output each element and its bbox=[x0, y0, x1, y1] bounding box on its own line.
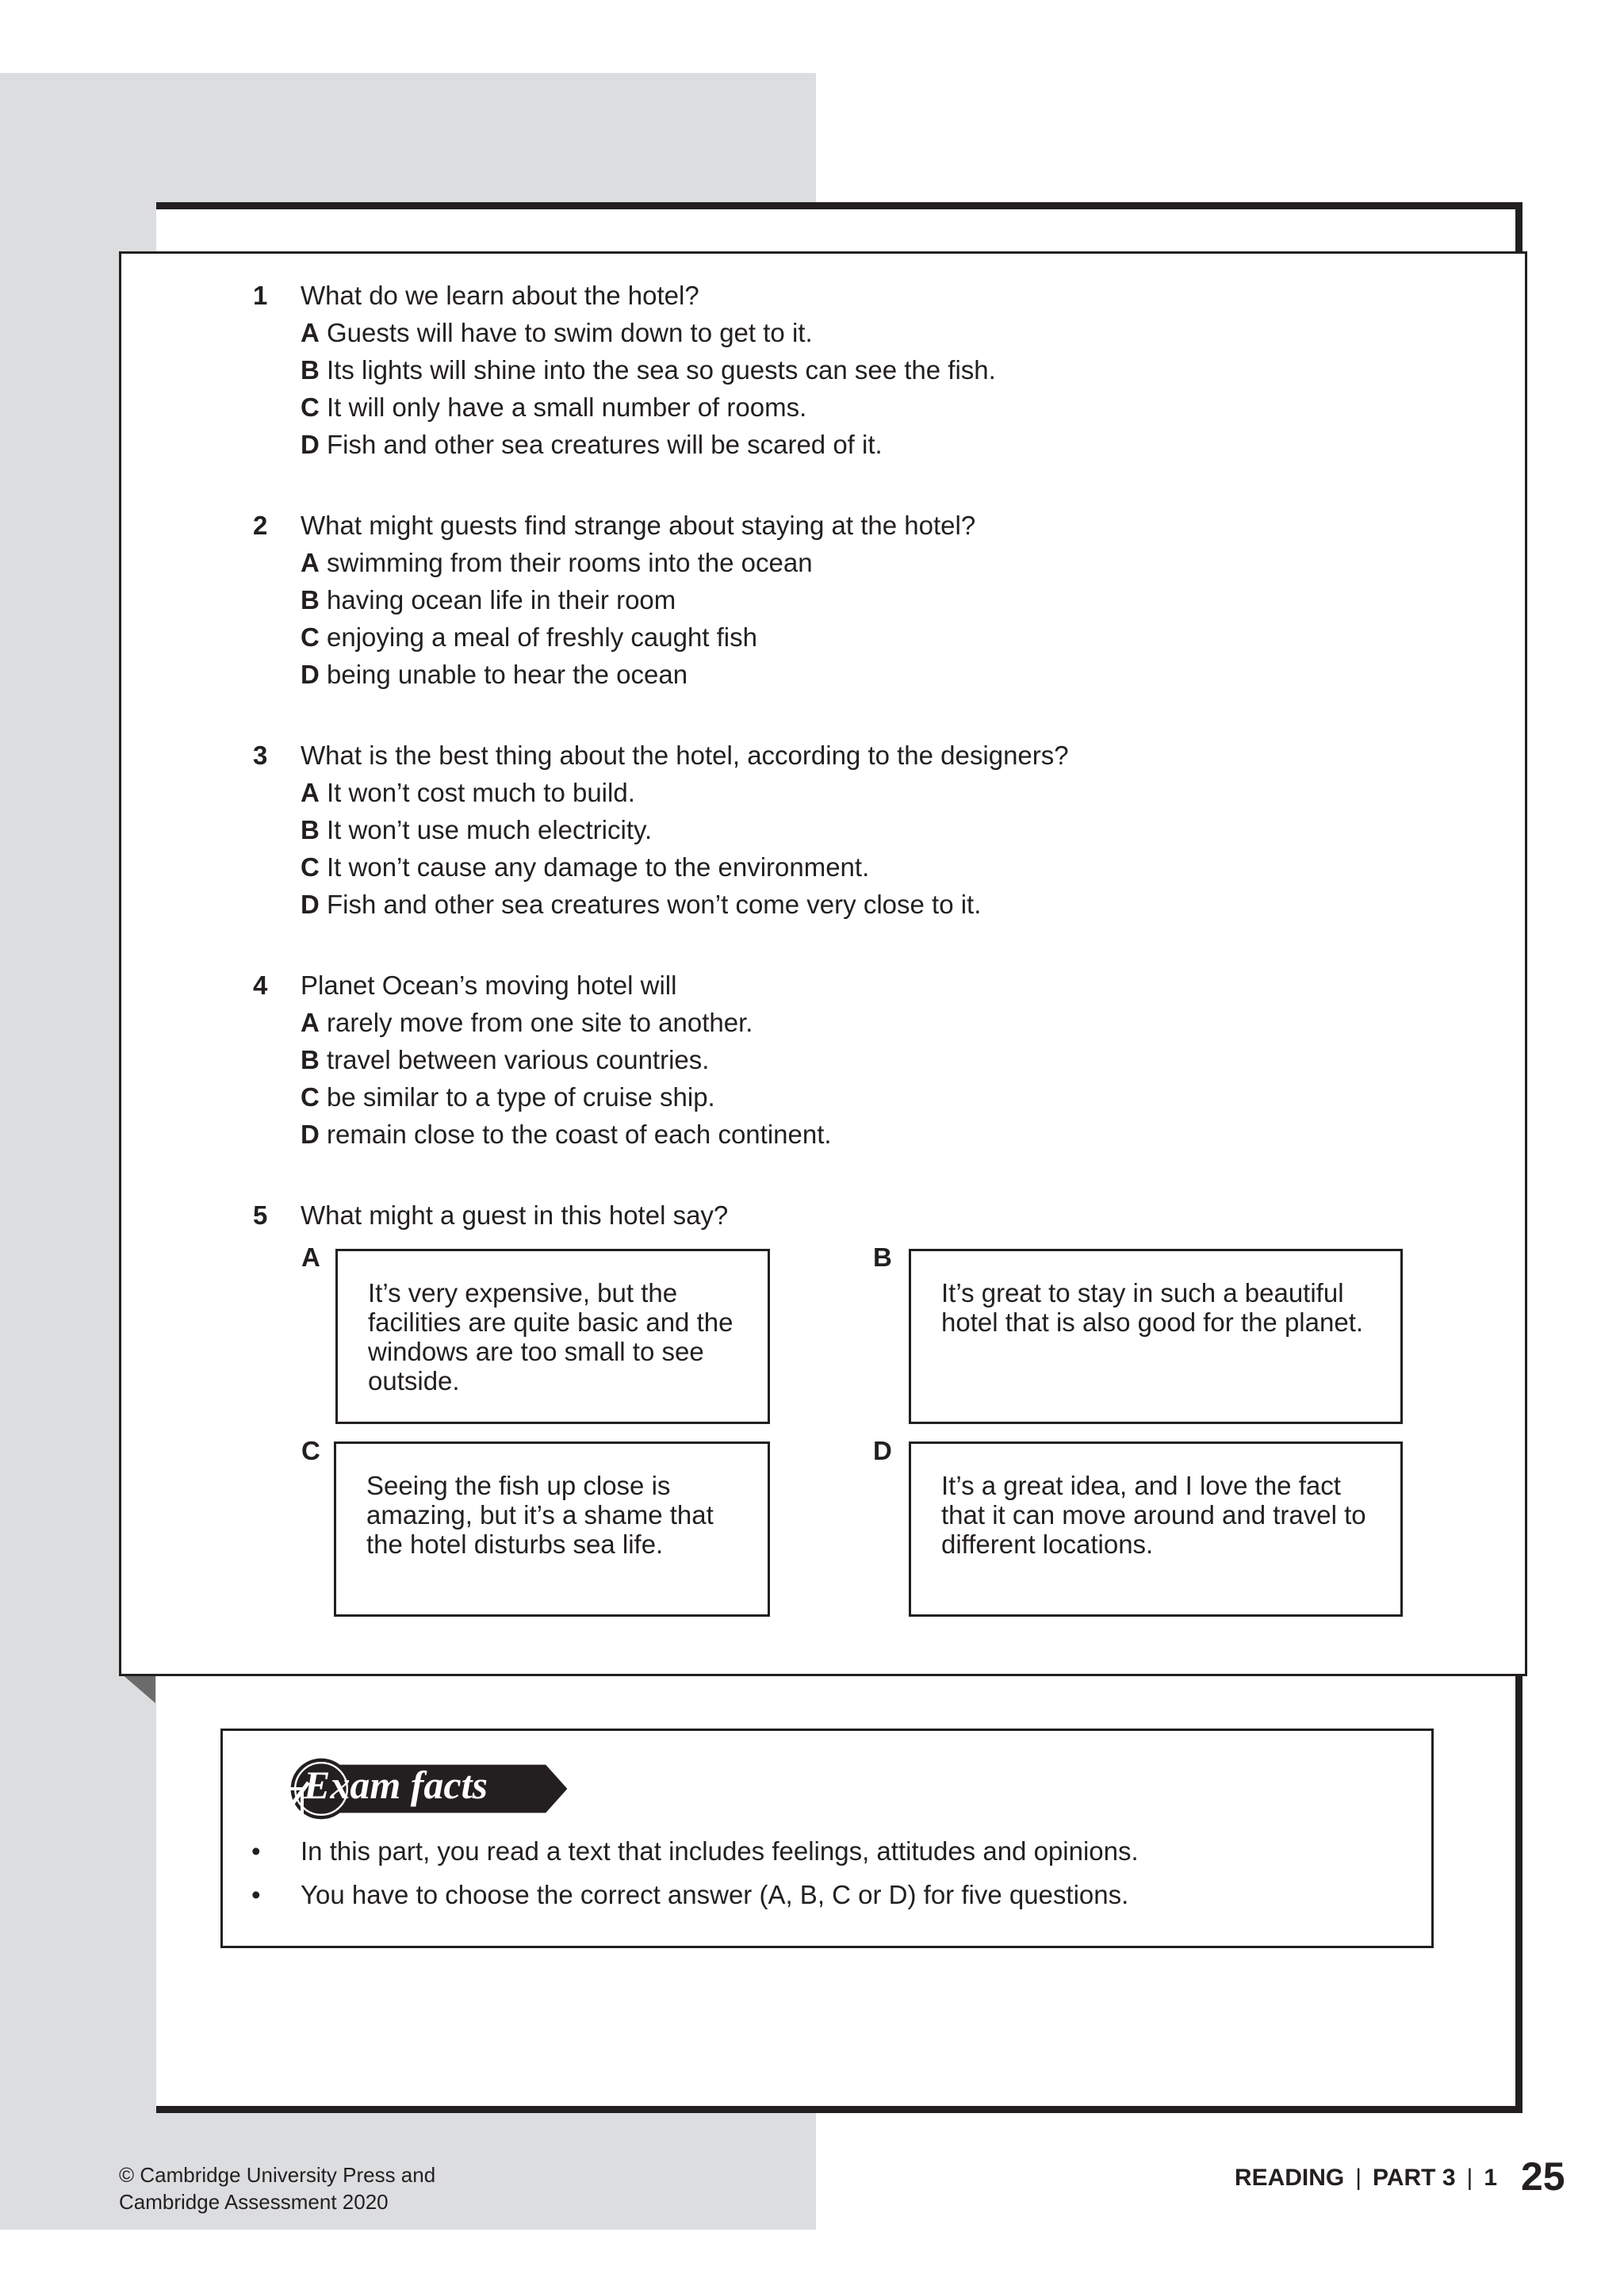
exam-facts-box bbox=[220, 1729, 1434, 1948]
page-number: 25 bbox=[1521, 2154, 1565, 2199]
question-stem: What do we learn about the hotel? bbox=[301, 281, 699, 310]
answer-option: A swimming from their rooms into the ocean bbox=[301, 548, 813, 577]
question-number: 1 bbox=[253, 281, 268, 310]
answer-option: D Fish and other sea creatures will be scared of it. bbox=[301, 430, 883, 459]
section-name: READING bbox=[1234, 2165, 1345, 2191]
question-number: 4 bbox=[253, 971, 268, 1000]
answer-option: D Fish and other sea creatures won’t come very close to it. bbox=[301, 890, 982, 919]
answer-option: B It won’t use much electricity. bbox=[301, 815, 653, 844]
copyright-line-1: © Cambridge University Press and bbox=[119, 2163, 436, 2187]
answer-option: C It won’t cause any damage to the environment. bbox=[301, 852, 870, 882]
box-letter-a: A bbox=[301, 1242, 320, 1272]
question-card bbox=[119, 251, 1527, 1676]
exam-facts-title: Exam facts bbox=[304, 1763, 488, 1807]
box-letter-b: B bbox=[873, 1242, 892, 1272]
question-number: 2 bbox=[253, 511, 268, 540]
question-stem: Planet Ocean’s moving hotel will bbox=[301, 971, 677, 1000]
separator: | bbox=[1466, 2165, 1473, 2191]
test-number: 1 bbox=[1484, 2165, 1497, 2191]
answer-option: B Its lights will shine into the sea so guests can see the fish. bbox=[301, 355, 996, 385]
answer-option: C be similar to a type of cruise ship. bbox=[301, 1082, 715, 1112]
section-label bbox=[1235, 2165, 1497, 2192]
fact-text: In this part, you read a text that includes feelings, attitudes and opinions. bbox=[301, 1836, 1139, 1866]
answer-option: C It will only have a small number of rooms. bbox=[301, 392, 807, 422]
speech-box-c bbox=[334, 1441, 770, 1617]
speech-box-text: It’s a great idea, and I love the fact that it can move around and travel to different locations. bbox=[941, 1471, 1366, 1559]
answer-option: C enjoying a meal of freshly caught fish bbox=[301, 622, 757, 652]
question-stem: What might a guest in this hotel say? bbox=[301, 1200, 729, 1230]
speech-box-text: It’s very expensive, but the facilities are quite basic and the windows are too small to see outside. bbox=[368, 1278, 733, 1396]
box-letter-c: C bbox=[301, 1436, 320, 1465]
answer-option: B having ocean life in their room bbox=[301, 585, 676, 614]
question-stem: What might guests find strange about staying at the hotel? bbox=[301, 511, 976, 540]
bullet: • bbox=[251, 1880, 261, 1909]
separator: | bbox=[1355, 2165, 1362, 2191]
question-stem: What is the best thing about the hotel, according to the designers? bbox=[301, 741, 1069, 770]
speech-box-b bbox=[909, 1249, 1403, 1424]
part-name: PART 3 bbox=[1373, 2165, 1456, 2191]
copyright-line-2: Cambridge Assessment 2020 bbox=[119, 2190, 389, 2214]
card-shadow-corner bbox=[121, 1673, 155, 1703]
speech-box-text: Seeing the fish up close is amazing, but it’s a shame that the hotel disturbs sea life. bbox=[366, 1471, 714, 1559]
speech-box-d bbox=[909, 1441, 1403, 1617]
question-number: 5 bbox=[253, 1200, 268, 1230]
answer-option: D remain close to the coast of each continent. bbox=[301, 1120, 832, 1149]
bullet: • bbox=[251, 1836, 261, 1866]
speech-box-a bbox=[335, 1249, 770, 1424]
answer-option: A It won’t cost much to build. bbox=[301, 778, 635, 807]
fact-text: You have to choose the correct answer (A, B, C or D) for five questions. bbox=[301, 1880, 1129, 1909]
copyright-notice bbox=[119, 2161, 435, 2215]
answer-option: D being unable to hear the ocean bbox=[301, 660, 688, 689]
answer-option: B travel between various countries. bbox=[301, 1045, 710, 1074]
answer-option: A Guests will have to swim down to get to it. bbox=[301, 318, 813, 347]
speech-box-text: It’s great to stay in such a beautiful hotel that is also good for the planet. bbox=[941, 1278, 1364, 1337]
box-letter-d: D bbox=[873, 1436, 892, 1465]
question-number: 3 bbox=[253, 741, 268, 770]
answer-option: A rarely move from one site to another. bbox=[301, 1008, 753, 1037]
